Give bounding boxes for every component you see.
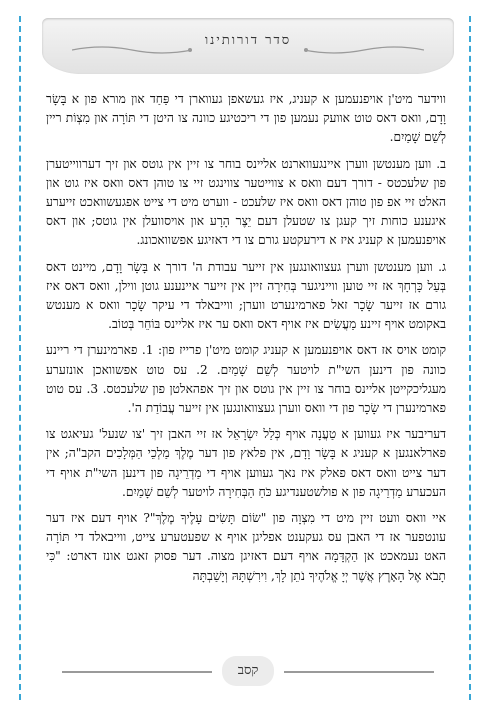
- page-footer: [42, 652, 454, 692]
- page-number: קסב: [222, 656, 274, 686]
- footer-rule-right: [284, 671, 434, 673]
- paragraph-point-gimel: ג. ווען מענטשן ווערן געצוואונגען אין זייער עבודת ה' דורך א בָּשָׂר וָדָם, מיינט דאס בְּעַל כָּרְחָךְ אז זיי טוען ווייניגער בְּחִירָה זיין אין זייער איינענע גוטן ווילן, וואס דאס איז גורם אז זייער שָׂכָר זאל פארמינערט ווערן; ווייבאלד די עיקר שָׂכָר וואס א מענטש באקומט אויף זיינע מַעֲשִׂים איז אויף דאס וואס ער איז אליינס בּוֹחֵר בְּטוֹב.: [46, 259, 446, 332]
- page-header-title: סדר דורותינו: [204, 33, 292, 48]
- footer-rule-left: [62, 671, 212, 673]
- header-banner: [42, 18, 454, 74]
- paragraph-summary: קומט אויס אז דאס אויפנעמען א קעניג קומט מיט'ן פרייז פון: 1. פארמינערן די ריינע כוונה פון דינען השי"ת לויטער לְשֵׁם שָׁמַיִם. 2. עס טוט אפשוואכן אונזערע מעגליכקייטן אליינס בוחר צו זיין אין גוטס און זיך אפהאלטן פון שלעכטס. 3. עס טוט פארמינערן די שָׂכָר פון די וואס ווערן געצוואונגען אין זייער עֲבוֹדַת ה'.: [46, 343, 446, 416]
- paragraph-question: איי וואס וועט זיין מיט די מִצְוָה פון "שׂוֹם תָּשִׂים עָלֶיךָ מֶלֶךְ"? אויף דעם איז דער עונטפער אז די האבן עס געקענט אפליגן אויף א שפעטערע צייט, ווייבאלד די תּוֹרָה האט נעמאכט אן הַקְדָּמָה אויף דעם דאזיגן מצוה. דער פסוק זאגט אונז דארט: "כִּי תָבֹא אֶל הָאָרֶץ אֲשֶׁר יְיָ אֱלֹהֶיךָ נֹתֵן לָךְ, וִירִשְׁתָּהּ וְיָשַׁבְתָּה: [46, 511, 446, 583]
- paragraph-conclusion: דעריבער איז געווען א טַעֲנָה אויף כְּלַל יִשְׂרָאֵל אז זיי האבן זיך 'צו שנעל' געיאגט צו פארלאנגען א קעניג א בָּשָׂר וָדָם, אין פלאץ פון דער מֶלֶךְ מַלְכֵי הַמְּלָכִים הקב"ה; אין דער צייט וואס דאס פאלק איז נאך געווען אויף די מַדְרֵיגָה פון דינען השי"ת אויף די העכערע מַדְרֵיגָה פון א פולשטענדיגע כֹּחַ הַבְּחִירָה לויטער לְשֵׁם שָׁמַיִם.: [46, 427, 446, 499]
- paragraph-intro: ווידער מיט'ן אויפנעמען א קעניג, איז געשאפן געווארן די פַּחַד און מורא פון א בָּשָׂר וָדָם, וואס דאס טוט אוועק נעמען פון די ריכטיגע כוונה צו היטן די תּוֹרָה און מִצְוֹת ריין לְשֵׁם שָׁמַיִם.: [46, 92, 446, 145]
- book-page: [6, 6, 472, 696]
- main-text-column: [46, 90, 446, 600]
- paragraph-point-bet: ב. ווען מענטשן ווערן איינגעווארנט אליינס בוחר צו זיין אין גוטס און זיך דערווייטערן פון שלעכטס - דורך דעם וואס א צווייטער צווינגט זיי צו טוהן דאס וואס איז גוט און האלט זיי אפ פון טוהן דאס וואס איז שלעכט - ווערט מיט די צייט אפגעשוואכט זייערע איגענע כוחות זיך קעגן צו שטעלן דעם יֵצֶר הָרָע און אויסוועלן אין גוטס; און דאס אויפנעמען א קעניג איז א דירעקטע גורם צו די דאזיגע אפשוואכונג.: [46, 156, 446, 248]
- right-flourish-ornament: [304, 44, 424, 56]
